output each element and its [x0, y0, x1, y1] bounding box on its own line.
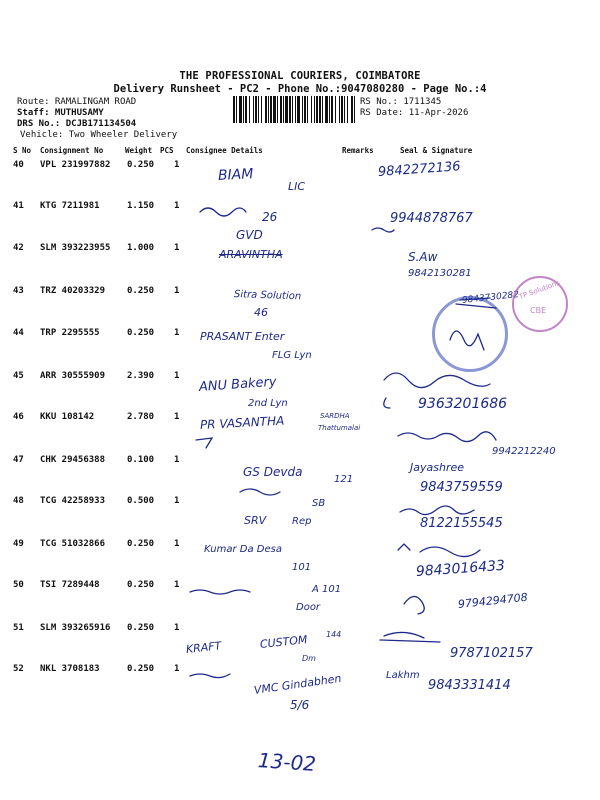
- scribble-stroke: [190, 674, 230, 678]
- row-pcs: 1: [174, 243, 180, 253]
- col-consignee-details: Consignee Details: [186, 146, 263, 155]
- row-pcs: 1: [174, 286, 180, 296]
- col-pcs: PCS: [160, 146, 174, 155]
- handwritten-detail: 26: [262, 210, 278, 224]
- row-sno: 43: [13, 286, 24, 296]
- handwritten-signature: 8122155545: [420, 516, 503, 531]
- handwritten-signature: 9944878767: [390, 211, 473, 226]
- handwritten-detail: Sitra Solution: [233, 289, 302, 303]
- handwritten-detail: Rep: [292, 516, 312, 527]
- row-consignment-no: TCG 51032866: [40, 539, 106, 549]
- row-weight: 0.250: [127, 664, 155, 674]
- scribble-stroke: [400, 506, 474, 515]
- handwritten-signature: 9787102157: [450, 646, 533, 661]
- handwritten-detail: Dm: [302, 654, 316, 663]
- row-sno: 51: [13, 623, 24, 633]
- scribble-stroke: [384, 398, 390, 408]
- col-sno: S No: [13, 146, 32, 155]
- row-weight: 2.780: [127, 412, 155, 422]
- company-title: THE PROFESSIONAL COURIERS, COIMBATORE: [179, 70, 421, 82]
- handwritten-signature: 9794294708: [457, 590, 529, 611]
- drs-number: DRS No.: DCJB171134504: [17, 119, 137, 129]
- handwritten-signature: 9842272136: [377, 159, 462, 180]
- handwritten-detail: Kumar Da Desa: [204, 544, 282, 555]
- handwritten-detail: VMC Gindabhen: [253, 671, 343, 697]
- row-consignment-no: TRZ 40203329: [40, 286, 106, 296]
- row-sno: 45: [13, 371, 24, 381]
- row-pcs: 1: [174, 623, 180, 633]
- row-pcs: 1: [174, 371, 180, 381]
- row-consignment-no: ARR 30555909: [40, 371, 106, 381]
- handwritten-detail: SARDHA: [320, 412, 350, 420]
- handwritten-signature: Lakhm: [386, 670, 420, 681]
- handwritten-detail: SRV: [244, 514, 267, 527]
- row-sno: 48: [13, 496, 24, 506]
- stamp-text: TP Solutions: [517, 278, 561, 302]
- footer-handwritten-note: 13-02: [257, 748, 317, 777]
- scribble-stroke: [380, 632, 440, 642]
- row-sno: 42: [13, 243, 24, 253]
- row-weight: 0.250: [127, 286, 155, 296]
- handwritten-detail: 144: [326, 630, 342, 639]
- rs-number: RS No.: 1711345: [360, 97, 442, 107]
- row-weight: 0.100: [127, 455, 155, 465]
- staff-label: Staff: MUTHUSAMY: [17, 108, 104, 118]
- handwritten-detail: PRASANT Enter: [200, 330, 285, 343]
- row-pcs: 1: [174, 412, 180, 422]
- row-weight: 0.500: [127, 496, 155, 506]
- row-weight: 0.250: [127, 580, 155, 590]
- row-sno: 44: [13, 328, 24, 338]
- row-weight: 0.250: [127, 328, 155, 338]
- scribble-stroke: [450, 331, 484, 350]
- scribble-stroke: [240, 489, 280, 495]
- scribble-stroke: [200, 208, 246, 216]
- row-consignment-no: NKL 3708183: [40, 664, 100, 674]
- row-consignment-no: SLM 393223955: [40, 243, 111, 253]
- row-consignment-no: VPL 231997882: [40, 160, 111, 170]
- handwritten-detail: 121: [334, 474, 354, 485]
- scribble-stroke: [398, 432, 496, 442]
- row-consignment-no: CHK 29456388: [40, 455, 106, 465]
- handwritten-detail: Door: [296, 602, 321, 613]
- row-consignment-no: KKU 108142: [40, 412, 95, 422]
- handwritten-detail: ANU Bakery: [198, 374, 278, 395]
- handwritten-detail: PR VASANTHA: [199, 413, 285, 432]
- col-seal-signature: Seal & Signature: [400, 146, 473, 155]
- row-pcs: 1: [174, 328, 180, 338]
- row-weight: 0.250: [127, 623, 155, 633]
- scribble-stroke: [404, 596, 424, 614]
- route-label: Route: RAMALINGAM ROAD: [17, 97, 137, 107]
- row-sno: 50: [13, 580, 24, 590]
- row-pcs: 1: [174, 201, 180, 211]
- row-sno: 52: [13, 664, 24, 674]
- row-pcs: 1: [174, 539, 180, 549]
- handwritten-detail: BIAM: [217, 166, 254, 184]
- stamp-text: CBE: [530, 306, 547, 315]
- handwritten-detail: ARAVINTHA: [219, 248, 283, 261]
- scribble-stroke: [398, 544, 480, 557]
- scribble-stroke: [372, 228, 394, 232]
- row-pcs: 1: [174, 455, 180, 465]
- col-weight: Weight: [125, 146, 153, 155]
- row-consignment-no: TCG 42258933: [40, 496, 106, 506]
- handwritten-signature: 9843331414: [428, 678, 511, 693]
- row-consignment-no: KTG 7211981: [40, 201, 100, 211]
- handwritten-detail: GVD: [236, 228, 263, 242]
- row-pcs: 1: [174, 580, 180, 590]
- handwritten-detail: LIC: [288, 180, 306, 193]
- handwritten-detail: 46: [254, 306, 268, 319]
- row-weight: 0.250: [127, 160, 155, 170]
- handwritten-signature: 9842130281: [408, 268, 472, 279]
- row-pcs: 1: [174, 664, 180, 674]
- handwritten-detail: GS Devda: [243, 465, 303, 479]
- handwritten-signature: 9843759559: [420, 480, 503, 495]
- row-sno: 49: [13, 539, 24, 549]
- row-weight: 2.390: [127, 371, 155, 381]
- scribble-stroke: [190, 590, 250, 594]
- row-sno: 47: [13, 455, 24, 465]
- handwritten-signature: 9843730282: [461, 290, 520, 306]
- row-sno: 40: [13, 160, 24, 170]
- handwritten-detail: 5/6: [290, 698, 310, 712]
- handwritten-detail: A 101: [312, 584, 342, 595]
- row-sno: 41: [13, 201, 24, 211]
- handwritten-signature: Jayashree: [410, 461, 464, 474]
- row-weight: 0.250: [127, 539, 155, 549]
- handwritten-detail: SB: [312, 498, 326, 509]
- handwritten-signature: 9363201686: [418, 396, 508, 412]
- row-consignment-no: TSI 7289448: [40, 580, 100, 590]
- row-consignment-no: SLM 393265916: [40, 623, 111, 633]
- row-weight: 1.150: [127, 201, 155, 211]
- row-weight: 1.000: [127, 243, 155, 253]
- col-consignment: Consignment No: [40, 146, 104, 155]
- col-remarks: Remarks: [342, 146, 374, 155]
- scribble-stroke: [384, 373, 490, 388]
- row-pcs: 1: [174, 160, 180, 170]
- row-sno: 46: [13, 412, 24, 422]
- runsheet-subtitle: Delivery Runsheet - PC2 - Phone No.:9047080280 - Page No.:4: [113, 83, 487, 95]
- handwritten-detail: FLG Lyn: [272, 350, 312, 361]
- handwritten-detail: 2nd Lyn: [248, 398, 288, 409]
- scribble-stroke: [196, 438, 212, 448]
- handwritten-signature: 9843016433: [415, 557, 506, 580]
- vehicle-label: Vehicle: Two Wheeler Delivery: [20, 130, 178, 140]
- row-consignment-no: TRP 2295555: [40, 328, 100, 338]
- rs-date: RS Date: 11-Apr-2026: [360, 108, 469, 118]
- handwritten-detail: KRAFT: [185, 639, 222, 656]
- handwritten-detail: Thattumalai: [318, 424, 361, 432]
- handwritten-signature: 9942212240: [492, 446, 556, 457]
- handwritten-detail: 101: [292, 562, 312, 573]
- handwritten-signature: S.Aw: [408, 250, 438, 264]
- scribble-stroke: [456, 298, 496, 308]
- handwritten-detail: CUSTOM: [259, 633, 309, 651]
- row-pcs: 1: [174, 496, 180, 506]
